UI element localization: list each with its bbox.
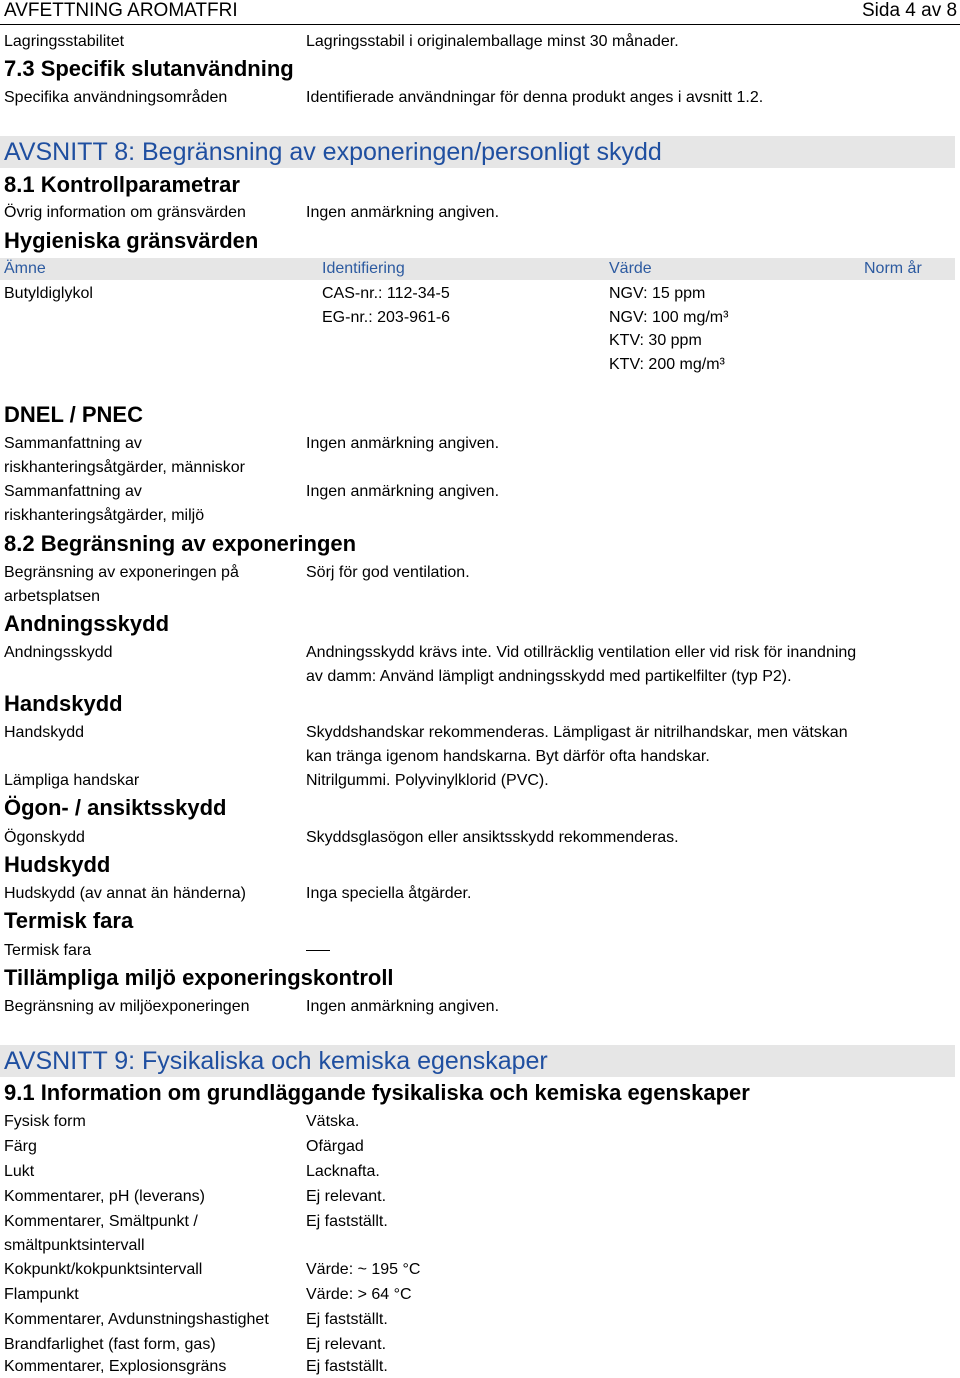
section-9-bar <box>0 1045 955 1077</box>
eye-protection-title: Ögon- / ansiktsskydd <box>4 795 227 820</box>
dnel-pnec-title: DNEL / PNEC <box>4 402 143 427</box>
limit-value: KTV: 30 ppm <box>609 332 702 349</box>
section-8-2-title: 8.2 Begränsning av exponeringen <box>4 531 357 556</box>
substance-name: Butyldiglykol <box>4 285 93 302</box>
dnel-env-value: Ingen anmärkning angiven. <box>306 483 500 500</box>
limit-value: KTV: 200 mg/m³ <box>609 356 725 373</box>
property-label: Kommentarer, Smältpunkt / <box>4 1213 198 1230</box>
section-9-title: AVSNITT 9: Fysikaliska och kemiska egenskaper <box>4 1047 548 1075</box>
property-label: Kommentarer, Explosionsgräns <box>4 1358 227 1375</box>
property-value: Vätska. <box>306 1113 360 1130</box>
env-control-title: Tillämpliga miljö exponeringskontroll <box>4 965 394 990</box>
limit-value: NGV: 15 ppm <box>609 285 706 302</box>
gloves-value: Nitrilgummi. Polyvinylklorid (PVC). <box>306 772 549 789</box>
skin-protection-title: Hudskydd <box>4 852 111 877</box>
workplace-label: Begränsning av exponeringen på <box>4 564 239 581</box>
specific-use-label: Specifika användningsområden <box>4 89 228 106</box>
property-value: Ofärgad <box>306 1138 364 1155</box>
thermal-hazard-title: Termisk fara <box>4 908 134 933</box>
dnel-people-label: Sammanfattning av <box>4 435 142 452</box>
limit-info-label: Övrig information om gränsvärden <box>4 204 246 221</box>
property-label: Fysisk form <box>4 1113 86 1130</box>
col-header-value: Värde <box>609 260 652 277</box>
hand-protection-value: kan tränga igenom handskarna. Byt därför ofta handskar. <box>306 748 710 765</box>
respiratory-value: Andningsskydd krävs inte. Vid otillräcklig ventilation eller vid risk för inandning <box>306 644 857 661</box>
section-8-bar <box>0 136 955 168</box>
env-control-value: Ingen anmärkning angiven. <box>306 998 500 1015</box>
property-value: Värde: ~ 195 °C <box>306 1261 421 1278</box>
storage-stability-label: Lagringsstabilitet <box>4 33 125 50</box>
dnel-people-label: riskhanteringsåtgärder, människor <box>4 459 246 476</box>
col-header-substance: Ämne <box>4 260 46 277</box>
property-value: Ej relevant. <box>306 1336 387 1353</box>
thermal-hazard-dash <box>306 941 330 961</box>
dnel-people-value: Ingen anmärkning angiven. <box>306 435 500 452</box>
skin-protection-value: Inga speciella åtgärder. <box>306 885 472 902</box>
section-8-title: AVSNITT 8: Begränsning av exponeringen/personligt skydd <box>4 138 662 166</box>
section-9-1-title: 9.1 Information om grundläggande fysikaliska och kemiska egenskaper <box>4 1080 750 1105</box>
header-rule <box>0 24 960 25</box>
hygiene-limits-title: Hygieniska gränsvärden <box>4 228 259 253</box>
property-value: Ej fastställt. <box>306 1358 388 1375</box>
property-label: Flampunkt <box>4 1286 79 1303</box>
eye-protection-value: Skyddsglasögon eller ansiktsskydd rekommenderas. <box>306 829 679 846</box>
specific-use-value: Identifierade användningar för denna produkt anges i avsnitt 1.2. <box>306 89 764 106</box>
hand-protection-value: Skyddshandskar rekommenderas. Lämpligast är nitrilhandskar, men vätskan <box>306 724 848 741</box>
respiratory-label: Andningsskydd <box>4 644 113 661</box>
property-label: smältpunktsintervall <box>4 1237 145 1254</box>
eye-protection-label: Ögonskydd <box>4 829 85 846</box>
col-header-identification: Identifiering <box>322 260 405 277</box>
property-value: Ej relevant. <box>306 1188 387 1205</box>
section-8-1-title: 8.1 Kontrollparametrar <box>4 172 240 197</box>
storage-stability-value: Lagringsstabil i originalemballage minst 30 månader. <box>306 33 679 50</box>
limit-info-value: Ingen anmärkning angiven. <box>306 204 500 221</box>
property-label: Kommentarer, pH (leverans) <box>4 1188 205 1205</box>
hand-protection-title: Handskydd <box>4 691 123 716</box>
eg-number: EG-nr.: 203-961-6 <box>322 309 451 326</box>
property-label: Brandfarlighet (fast form, gas) <box>4 1336 216 1353</box>
env-control-label: Begränsning av miljöexponeringen <box>4 998 250 1015</box>
property-value: Ej fastställt. <box>306 1311 388 1328</box>
workplace-label: arbetsplatsen <box>4 588 101 605</box>
hand-protection-label: Handskydd <box>4 724 85 741</box>
section-7-3-title: 7.3 Specifik slutanvändning <box>4 56 294 81</box>
thermal-hazard-label: Termisk fara <box>4 942 92 959</box>
document-title: AVFETTNING AROMATFRI <box>4 0 238 21</box>
property-value: Värde: > 64 °C <box>306 1286 412 1303</box>
cas-number: CAS-nr.: 112-34-5 <box>322 285 450 302</box>
respiratory-value: av damm: Använd lämpligt andningsskydd med partikelfilter (typ P2). <box>306 668 792 685</box>
property-label: Kommentarer, Avdunstningshastighet <box>4 1311 269 1328</box>
hygiene-table-header <box>0 258 955 280</box>
gloves-label: Lämpliga handskar <box>4 772 140 789</box>
respiratory-title: Andningsskydd <box>4 611 170 636</box>
property-label: Kokpunkt/kokpunktsintervall <box>4 1261 203 1278</box>
property-label: Färg <box>4 1138 37 1155</box>
property-value: Ej fastställt. <box>306 1213 388 1230</box>
skin-protection-label: Hudskydd (av annat än händerna) <box>4 885 246 902</box>
page-number: Sida 4 av 8 <box>862 0 958 21</box>
limit-value: NGV: 100 mg/m³ <box>609 309 729 326</box>
property-label: Lukt <box>4 1163 35 1180</box>
dnel-env-label: Sammanfattning av <box>4 483 142 500</box>
workplace-value: Sörj för god ventilation. <box>306 564 470 581</box>
property-value: Lacknafta. <box>306 1163 380 1180</box>
dnel-env-label: riskhanteringsåtgärder, miljö <box>4 507 205 524</box>
col-header-norm-year: Norm år <box>864 260 922 277</box>
